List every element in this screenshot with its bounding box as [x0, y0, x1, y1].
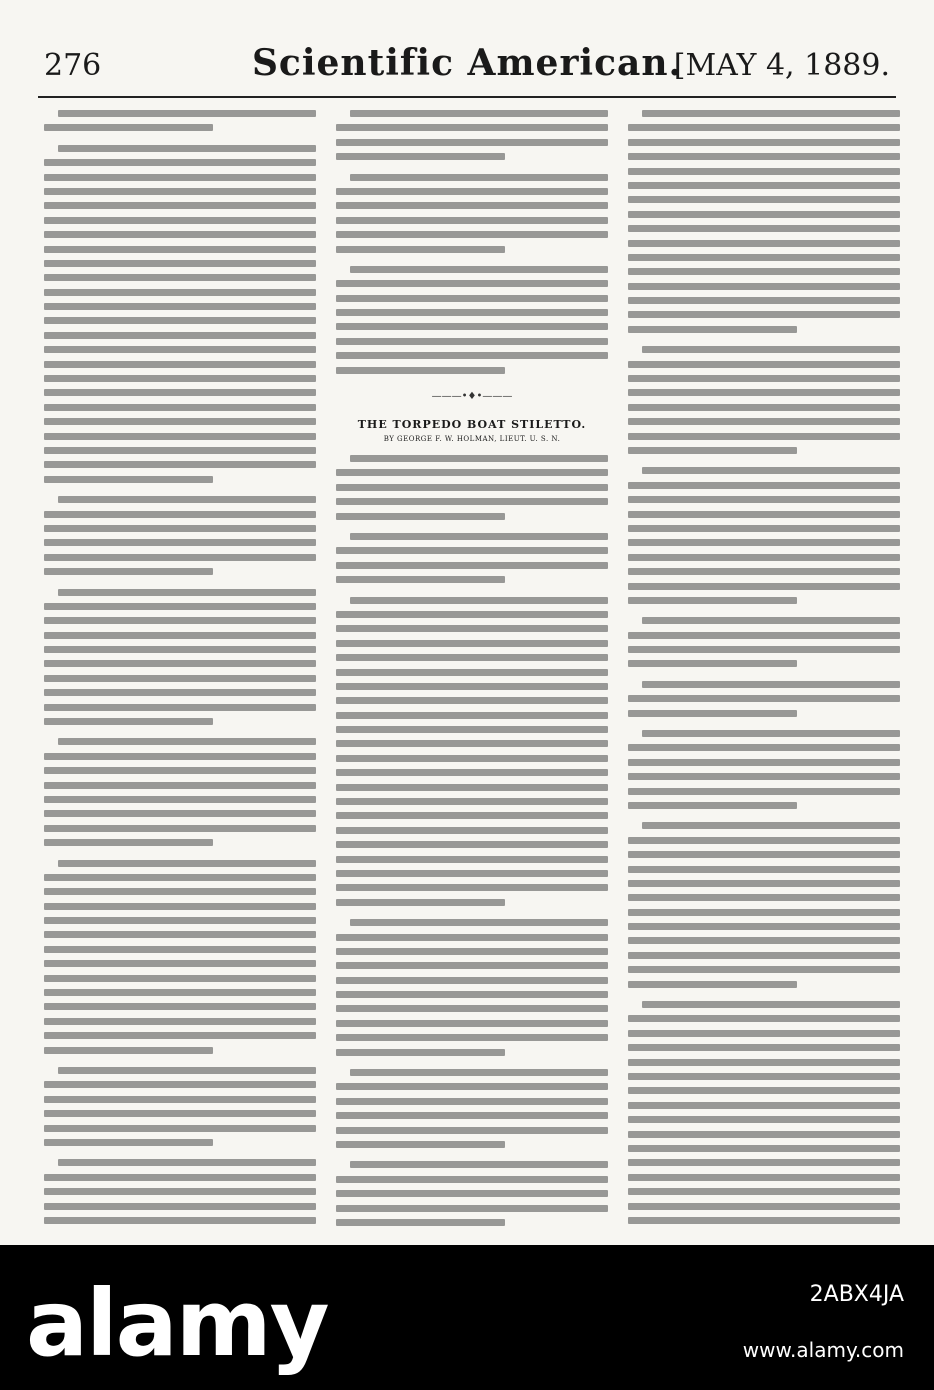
text-line: [336, 977, 608, 984]
text-line: [44, 1032, 316, 1039]
text-line: [642, 730, 900, 737]
text-line: [44, 825, 316, 832]
text-line: [628, 646, 900, 653]
text-line: [336, 217, 608, 224]
text-line: [642, 822, 900, 829]
text-line: [628, 583, 900, 590]
text-line: [44, 568, 213, 575]
text-line: [336, 899, 505, 906]
text-line: [44, 888, 316, 895]
text-line: [628, 124, 900, 131]
text-line: [642, 1001, 900, 1008]
article-byline: BY GEORGE F. W. HOLMAN, LIEUT. U. S. N.: [383, 435, 561, 444]
text-line: [44, 1081, 316, 1088]
text-line: [44, 753, 316, 760]
text-line: [628, 196, 900, 203]
text-line: [44, 361, 316, 368]
text-line: [58, 110, 316, 117]
text-line: [336, 1083, 608, 1090]
text-line: [44, 188, 316, 195]
text-line: [336, 139, 608, 146]
text-line: [628, 981, 797, 988]
text-line: [628, 851, 900, 858]
text-line: [628, 1217, 900, 1224]
text-line: [628, 268, 900, 275]
text-line: [628, 880, 900, 887]
text-line: [628, 788, 900, 795]
text-line: [44, 989, 316, 996]
text-line: [628, 254, 900, 261]
text-line: [628, 496, 900, 503]
text-line: [628, 539, 900, 546]
issue-date: [MAY 4, 1889.: [673, 48, 890, 83]
text-line: [44, 646, 316, 653]
text-line: [336, 640, 608, 647]
text-block-top: [336, 110, 608, 387]
text-line: [44, 289, 316, 296]
text-line: [44, 1139, 213, 1146]
text-line: [628, 952, 900, 959]
text-line: [58, 496, 316, 503]
text-line: [44, 617, 316, 624]
text-line: [44, 1217, 316, 1224]
text-line: [336, 484, 608, 491]
text-line: [642, 110, 900, 117]
text-line: [336, 669, 608, 676]
article-heading: THE TORPEDO BOAT STILETTO.: [357, 418, 587, 432]
text-line: [628, 1188, 900, 1195]
text-line: [336, 726, 608, 733]
text-line: [44, 1125, 316, 1132]
text-line: [44, 1110, 316, 1117]
text-line: [336, 352, 608, 359]
section-ornament: ———•♦•———: [431, 391, 513, 403]
text-line: [44, 433, 316, 440]
text-line: [336, 1098, 608, 1105]
text-line: [628, 225, 900, 232]
text-line: [628, 568, 900, 575]
text-line: [44, 1003, 316, 1010]
text-line: [628, 632, 900, 639]
text-line: [336, 784, 608, 791]
text-line: [44, 767, 316, 774]
text-line: [336, 562, 608, 569]
text-line: [336, 683, 608, 690]
text-line: [628, 866, 900, 873]
text-line: [628, 909, 900, 916]
text-line: [44, 782, 316, 789]
text-line: [44, 317, 316, 324]
text-line: [44, 202, 316, 209]
text-line: [58, 589, 316, 596]
text-line: [44, 931, 316, 938]
text-line: [336, 513, 505, 520]
text-line: [336, 991, 608, 998]
text-line: [628, 744, 900, 751]
text-line: [44, 718, 213, 725]
text-line: [628, 361, 900, 368]
text-line: [628, 695, 900, 702]
text-line: [628, 1044, 900, 1051]
text-line: [628, 1174, 900, 1181]
text-block-body: [336, 455, 608, 1230]
text-line: [44, 660, 316, 667]
text-line: [628, 311, 900, 318]
text-line: [336, 870, 608, 877]
text-line: [628, 375, 900, 382]
text-line: [58, 738, 316, 745]
text-line: [628, 418, 900, 425]
text-line: [336, 1049, 505, 1056]
text-line: [44, 539, 316, 546]
text-line: [44, 1018, 316, 1025]
text-line: [336, 1127, 608, 1134]
text-line: [336, 1190, 608, 1197]
text-line: [336, 1034, 608, 1041]
text-line: [44, 689, 316, 696]
text-line: [44, 476, 213, 483]
text-line: [628, 211, 900, 218]
text-line: [628, 283, 900, 290]
text-line: [44, 231, 316, 238]
text-line: [44, 461, 316, 468]
watermark-url: www.alamy.com: [742, 1338, 904, 1362]
text-line: [336, 367, 505, 374]
text-line: [58, 1159, 316, 1166]
text-line: [350, 597, 608, 604]
text-line: [350, 110, 608, 117]
text-line: [336, 1005, 608, 1012]
text-line: [628, 1030, 900, 1037]
text-line: [336, 798, 608, 805]
masthead: Scientific American.: [251, 42, 683, 84]
text-line: [44, 603, 316, 610]
text-line: [336, 469, 608, 476]
text-line: [628, 1145, 900, 1152]
text-line: [336, 884, 608, 891]
text-line: [336, 231, 608, 238]
text-line: [336, 934, 608, 941]
text-line: [44, 418, 316, 425]
text-line: [44, 874, 316, 881]
text-line: [44, 124, 213, 131]
text-line: [628, 710, 797, 717]
text-line: [44, 975, 316, 982]
text-line: [628, 1159, 900, 1166]
text-line: [350, 1161, 608, 1168]
text-line: [628, 773, 900, 780]
text-line: [336, 812, 608, 819]
text-line: [44, 1096, 316, 1103]
text-line: [336, 1020, 608, 1027]
text-line: [336, 856, 608, 863]
text-line: [58, 860, 316, 867]
watermark-logo: alamy: [26, 1270, 328, 1377]
text-line: [336, 295, 608, 302]
text-line: [44, 1188, 316, 1195]
text-line: [628, 447, 797, 454]
text-line: [44, 796, 316, 803]
text-line: [58, 1067, 316, 1074]
text-line: [336, 280, 608, 287]
text-line: [628, 1203, 900, 1210]
text-line: [336, 547, 608, 554]
text-line: [628, 837, 900, 844]
text-line: [628, 1059, 900, 1066]
text-column-3: [628, 110, 900, 1230]
text-line: [44, 174, 316, 181]
text-line: [44, 839, 213, 846]
text-line: [628, 660, 797, 667]
text-line: [336, 1141, 505, 1148]
text-line: [44, 903, 316, 910]
watermark-image-id: 2ABX4JA: [809, 1282, 904, 1307]
text-line: [642, 346, 900, 353]
text-line: [642, 681, 900, 688]
text-line: [336, 841, 608, 848]
text-line: [44, 675, 316, 682]
text-line: [336, 576, 505, 583]
text-line: [628, 326, 797, 333]
text-line: [44, 404, 316, 411]
text-column-1: [44, 110, 316, 1230]
text-line: [628, 1073, 900, 1080]
text-line: [336, 948, 608, 955]
text-line: [336, 498, 608, 505]
text-line: [336, 246, 505, 253]
text-line: [336, 323, 608, 330]
text-line: [44, 525, 316, 532]
text-line: [350, 919, 608, 926]
text-line: [336, 827, 608, 834]
text-line: [44, 511, 316, 518]
text-line: [44, 1174, 316, 1181]
text-line: [628, 923, 900, 930]
text-line: [44, 1203, 316, 1210]
text-line: [336, 611, 608, 618]
text-line: [350, 455, 608, 462]
text-line: [336, 338, 608, 345]
text-line: [628, 182, 900, 189]
text-line: [44, 303, 316, 310]
text-line: [44, 917, 316, 924]
text-line: [336, 755, 608, 762]
text-line: [642, 467, 900, 474]
text-line: [628, 1116, 900, 1123]
text-line: [628, 1102, 900, 1109]
text-line: [336, 153, 505, 160]
text-line: [628, 153, 900, 160]
text-line: [628, 240, 900, 247]
text-line: [336, 1112, 608, 1119]
text-line: [628, 433, 900, 440]
text-line: [628, 1087, 900, 1094]
text-line: [58, 145, 316, 152]
text-line: [336, 124, 608, 131]
text-line: [628, 937, 900, 944]
text-line: [628, 759, 900, 766]
text-line: [336, 309, 608, 316]
text-line: [44, 447, 316, 454]
text-line: [336, 625, 608, 632]
text-line: [44, 946, 316, 953]
text-line: [44, 332, 316, 339]
text-line: [350, 533, 608, 540]
text-line: [336, 202, 608, 209]
text-line: [628, 404, 900, 411]
text-line: [350, 266, 608, 273]
text-line: [628, 554, 900, 561]
text-line: [336, 654, 608, 661]
text-line: [44, 1047, 213, 1054]
text-line: [44, 159, 316, 166]
text-line: [642, 617, 900, 624]
text-line: [628, 525, 900, 532]
text-line: [336, 697, 608, 704]
text-line: [336, 188, 608, 195]
text-line: [628, 168, 900, 175]
text-line: [44, 217, 316, 224]
text-line: [628, 1131, 900, 1138]
text-line: [336, 712, 608, 719]
text-line: [350, 1069, 608, 1076]
text-line: [44, 346, 316, 353]
text-line: [44, 632, 316, 639]
text-line: [336, 769, 608, 776]
text-column-2: [336, 110, 608, 1230]
text-line: [628, 511, 900, 518]
text-line: [628, 802, 797, 809]
page-number: 276: [44, 48, 102, 83]
text-line: [350, 174, 608, 181]
text-line: [44, 554, 316, 561]
text-line: [44, 246, 316, 253]
text-line: [44, 960, 316, 967]
text-line: [336, 1205, 608, 1212]
text-line: [628, 389, 900, 396]
text-line: [628, 139, 900, 146]
text-line: [44, 810, 316, 817]
page-header: [38, 38, 896, 98]
text-line: [44, 375, 316, 382]
text-line: [628, 482, 900, 489]
text-line: [628, 597, 797, 604]
text-line: [44, 389, 316, 396]
text-line: [44, 260, 316, 267]
text-line: [44, 704, 316, 711]
text-line: [628, 297, 900, 304]
text-line: [628, 1015, 900, 1022]
text-line: [336, 962, 608, 969]
text-line: [628, 894, 900, 901]
text-line: [336, 1219, 505, 1226]
text-line: [336, 740, 608, 747]
text-line: [628, 966, 900, 973]
text-line: [44, 274, 316, 281]
text-line: [336, 1176, 608, 1183]
